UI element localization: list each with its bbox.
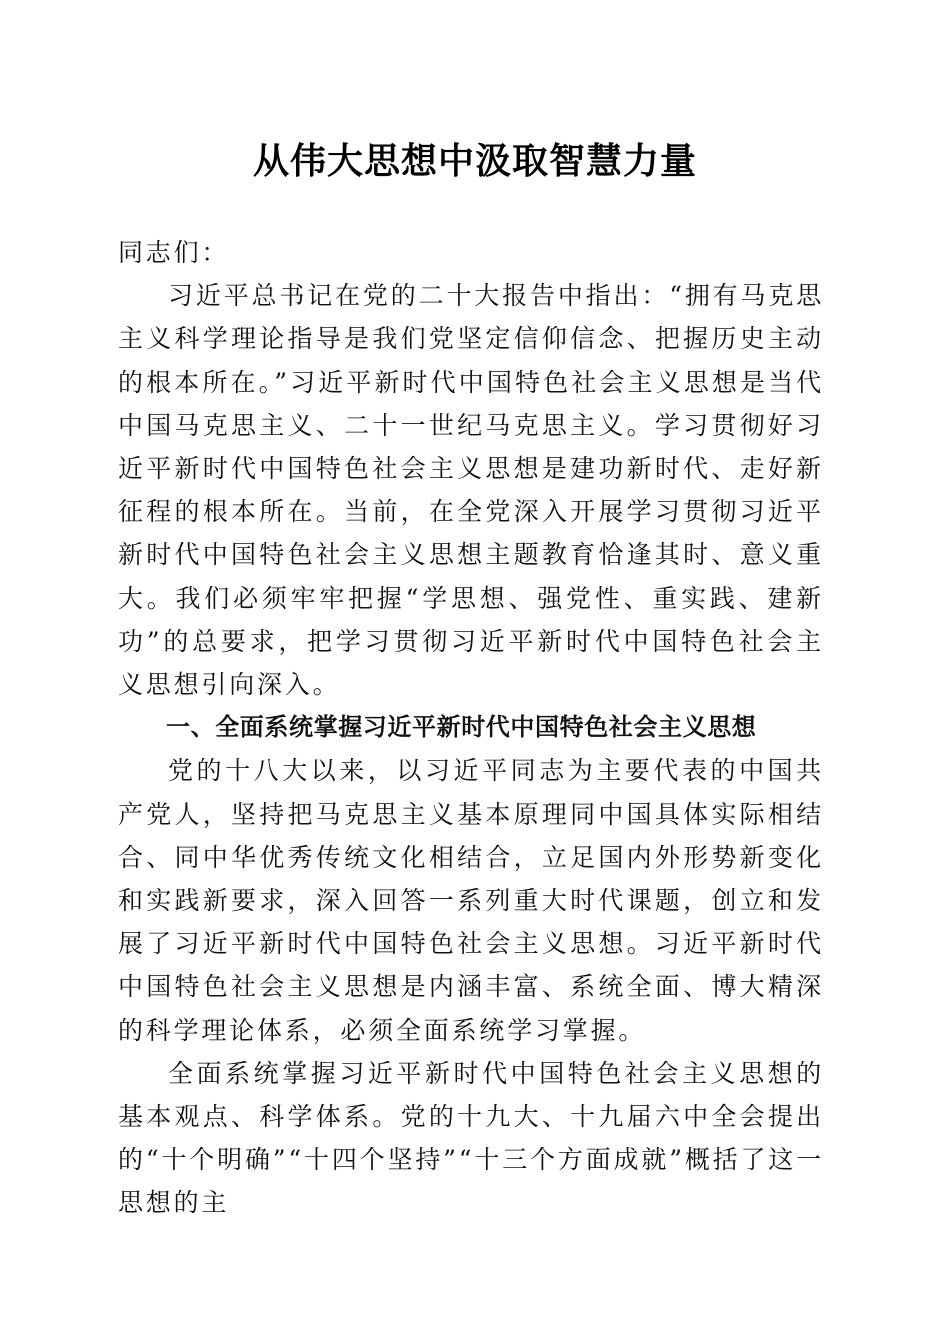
document-title: 从伟大思想中汲取智慧力量 <box>252 140 697 182</box>
paragraph-intro: 习近平总书记在党的二十大报告中指出：“拥有马克思主义科学理论指导是我们党坚定信仰信念、把握历史主动的根本所在。”习近平新时代中国特色社会主义思想是当代中国马克思主义、二十一世纪马克思主义。学习贯彻好习近平新时代中国特色社会主义思想是建功新时代、走好新征程的根本所在。当前，在全党深入开展学习贯彻习近平新时代中国特色社会主义思想主题教育恰逢其时、意义重大。我们必须牢牢把握“学思想、强党性、重实践、建新功”的总要求，把学习贯彻习近平新时代中国特色社会主义思想引向深入。 <box>118 281 824 700</box>
document-body <box>118 231 824 1225</box>
section-heading: 一、全面系统掌握习近平新时代中国特色社会主义思想 <box>166 713 757 742</box>
paragraph-section-1: 党的十八大以来，以习近平同志为主要代表的中国共产党人，坚持把马克思主义基本原理同中国具体实际相结合、同中华优秀传统文化相结合，立足国内外形势新变化和实践新要求，深入回答一系列重大时代课题，创立和发展了习近平新时代中国特色社会主义思想。习近平新时代中国特色社会主义思想是内涵丰富、系统全面、博大精深的科学理论体系，必须全面系统学习掌握。 <box>118 756 824 1045</box>
paragraph-section-2: 全面系统掌握习近平新时代中国特色社会主义思想的基本观点、科学体系。党的十九大、十九届六中全会提出的“十个明确”“十四个坚持”“十三个方面成就”概括了这一思想的主 <box>118 1058 824 1218</box>
salutation: 同志们： <box>118 238 230 267</box>
